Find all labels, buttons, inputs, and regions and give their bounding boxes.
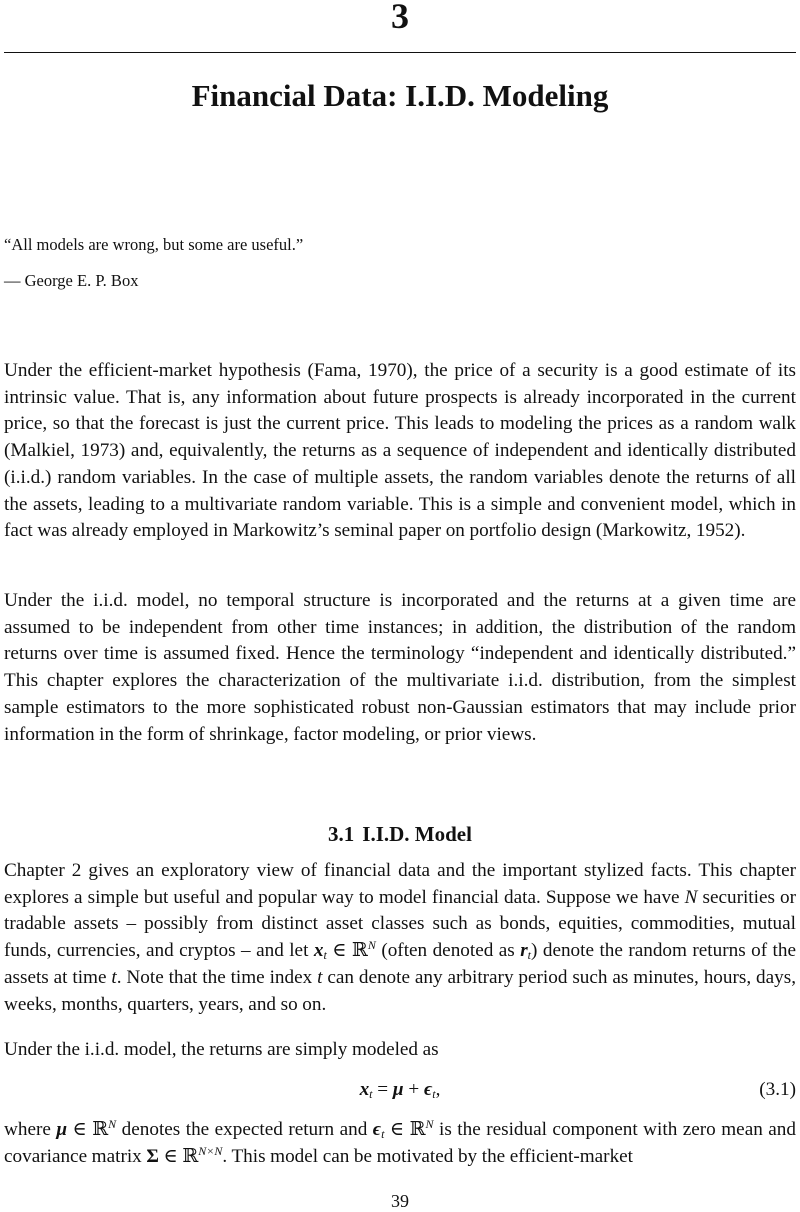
intro-paragraph-2 xyxy=(4,588,796,748)
text-run: securities or tradable assets – possibly from distinct asset classes such as bonds, equities, commodities, mutual funds, currencies, and cryptos – and let xyxy=(4,886,796,962)
math-NxN-exponent: N×N xyxy=(198,1143,223,1158)
chapter-number: 3 xyxy=(391,0,409,36)
text-run: can denote any arbitrary period such as minutes, hours, days, weeks, months, quarters, years, and so on. xyxy=(4,966,796,1015)
text-run: . Note that the time index xyxy=(116,966,318,988)
math-reals: ℝ xyxy=(182,1145,199,1167)
header-rule xyxy=(4,52,796,53)
math-t: t xyxy=(323,948,327,963)
math-reals: ℝ xyxy=(92,1119,109,1140)
math-epsilon: ϵ xyxy=(372,1119,382,1140)
math-reals: ℝ xyxy=(351,940,368,962)
math-in: ∈ xyxy=(326,940,352,962)
section-title: I.I.D. Model xyxy=(362,822,472,846)
page-number: 39 xyxy=(391,1191,409,1211)
math-reals: ℝ xyxy=(409,1119,426,1140)
eq-epsilon: ϵ xyxy=(424,1079,433,1100)
eq-plus: + xyxy=(403,1079,425,1100)
math-N-exponent: N xyxy=(367,938,376,953)
math-mu: μ xyxy=(56,1119,68,1140)
math-N-exponent: N xyxy=(425,1117,434,1131)
text-run: where xyxy=(4,1119,57,1140)
section-paragraph-2 xyxy=(4,1037,796,1064)
section-paragraph-1 xyxy=(4,858,796,1018)
math-x: x xyxy=(313,940,324,962)
math-N: N xyxy=(684,886,698,908)
equation-label: (3.1) xyxy=(759,1079,796,1100)
math-t: t xyxy=(527,948,532,963)
eq-t: t xyxy=(432,1087,436,1101)
text-run: Chapter 2 gives an exploratory view of financial data and the important stylized facts. This chapter explores a simple but useful and popular way to model financial data. Suppose we have xyxy=(4,860,796,908)
math-in: ∈ xyxy=(158,1145,183,1167)
epigraph-quote: “All models are wrong, but some are useful.” xyxy=(4,235,304,254)
eq-t: t xyxy=(369,1087,373,1101)
eq-equals: = xyxy=(372,1079,393,1100)
text-run: (often denoted as xyxy=(375,940,521,962)
section-paragraph-3 xyxy=(4,1117,796,1170)
math-t: t xyxy=(317,966,323,988)
math-N-exponent: N xyxy=(108,1117,117,1131)
epigraph-attribution: — George E. P. Box xyxy=(4,271,139,290)
intro-paragraph-2-text: Under the i.i.d. model, no temporal structure is incorporated and the returns at a given time are assumed to be independent from other time instances; in addition, the distribution of the random returns over time is assumed fixed. Hence the terminology “independent and identically distributed.” This chapter explores the characterization of the multivariate i.i.d. distribution, from the simplest sample estimators to the more sophisticated robust non-Gaussian estimators that may include prior information in the form of shrinkage, factor modeling, or prior views. xyxy=(4,590,796,745)
math-in: ∈ xyxy=(67,1119,93,1140)
eq-x: x xyxy=(359,1079,370,1100)
text-run: ) denote the random returns of the assets at time xyxy=(4,940,796,988)
intro-paragraph-1 xyxy=(4,358,796,545)
text-run: . This model can be motivated by the efficient-market xyxy=(222,1145,634,1167)
text-run: denotes the expected return and xyxy=(116,1119,373,1140)
equation-body xyxy=(4,1077,796,1103)
intro-paragraph-1-text: Under the efficient-market hypothesis (Fama, 1970), the price of a security is a good estimate of its intrinsic value. That is, any information about future prospects is already incorporated in the current price, so that the forecast is just the current price. This leads to modeling the prices as a random walk (Malkiel, 1973) and, equivalently, the returns as a sequence of independent and identically distributed (i.i.d.) random variables. In the case of multiple assets, the random variables denote the returns of all the assets, leading to a multivariate random variable. This is a simple and convenient model, which in fact was already employed in Markowitz’s seminal paper on portfolio design (Markowitz, 1952). xyxy=(4,360,796,542)
math-in: ∈ xyxy=(384,1119,410,1140)
math-t: t xyxy=(111,966,117,988)
math-t: t xyxy=(381,1127,385,1141)
eq-comma: , xyxy=(435,1079,441,1100)
section-number: 3.1 xyxy=(328,822,355,846)
equation-3-1 xyxy=(4,1077,796,1103)
eq-mu: μ xyxy=(392,1079,404,1100)
math-r: r xyxy=(520,940,528,962)
text-run: is the residual component with zero mean and covariance matrix xyxy=(4,1119,796,1167)
section-heading xyxy=(0,820,800,848)
chapter-title: Financial Data: I.I.D. Modeling xyxy=(191,78,609,113)
math-sigma: Σ xyxy=(146,1145,159,1167)
section-paragraph-2-text: Under the i.i.d. model, the returns are simply modeled as xyxy=(4,1039,439,1060)
